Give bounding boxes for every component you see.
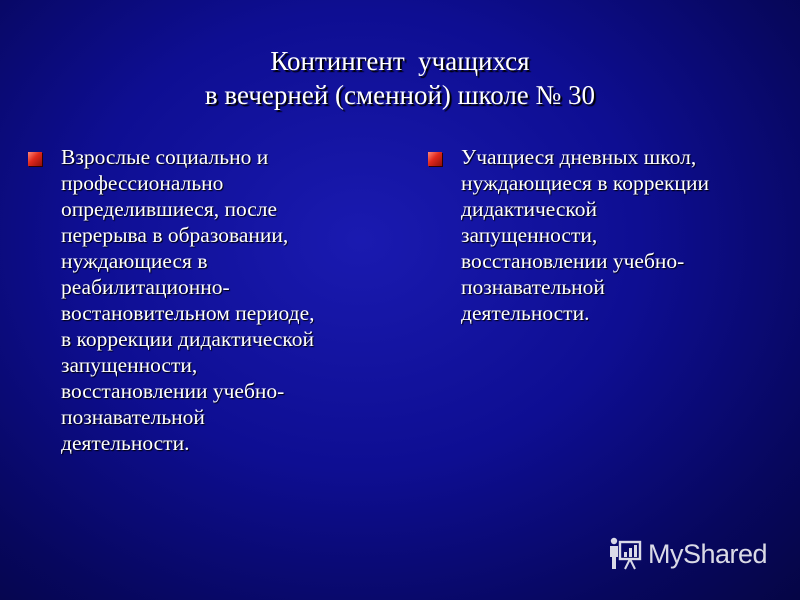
presentation-board-icon [606,537,642,571]
right-line: запущенности, [461,223,598,247]
left-line: определившиеся, после [61,197,278,221]
left-line: реабилитационно- [61,275,230,299]
right-line: познавательной [461,275,605,299]
left-line: профессионально [61,171,224,195]
right-column [428,144,788,326]
right-line: дидактической [461,197,598,221]
left-line: запущенности, [61,353,198,377]
left-bullet-text [61,144,315,456]
slide-title [0,44,800,112]
left-line: познавательной [61,405,205,429]
left-column [28,144,398,456]
right-line: восстановлении учебно- [461,249,685,273]
left-line: Взрослые социально и [61,145,269,169]
left-line: нуждающиеся в [61,249,208,273]
left-line: деятельности. [61,431,190,455]
right-line: нуждающиеся в коррекции [461,171,709,195]
myshared-watermark [606,536,767,572]
slide-title-line-2: в вечерней (сменной) школе № 30 [204,80,596,110]
right-line: Учащиеся дневных школ, [461,145,697,169]
watermark-text: MyShared [648,538,768,569]
left-line: в коррекции дидактической [61,327,315,351]
left-line: перерыва в образовании, [61,223,289,247]
red-square-bullet-icon [428,152,442,166]
slide-title-line-1: Контингент учащихся [270,46,530,76]
right-bullet-text [461,144,709,326]
left-line: востановительном периоде, [61,301,315,325]
left-bullet-item [28,144,398,456]
left-line: восстановлении учебно- [61,379,285,403]
right-bullet-item [428,144,788,326]
red-square-bullet-icon [28,152,42,166]
right-line: деятельности. [461,301,590,325]
